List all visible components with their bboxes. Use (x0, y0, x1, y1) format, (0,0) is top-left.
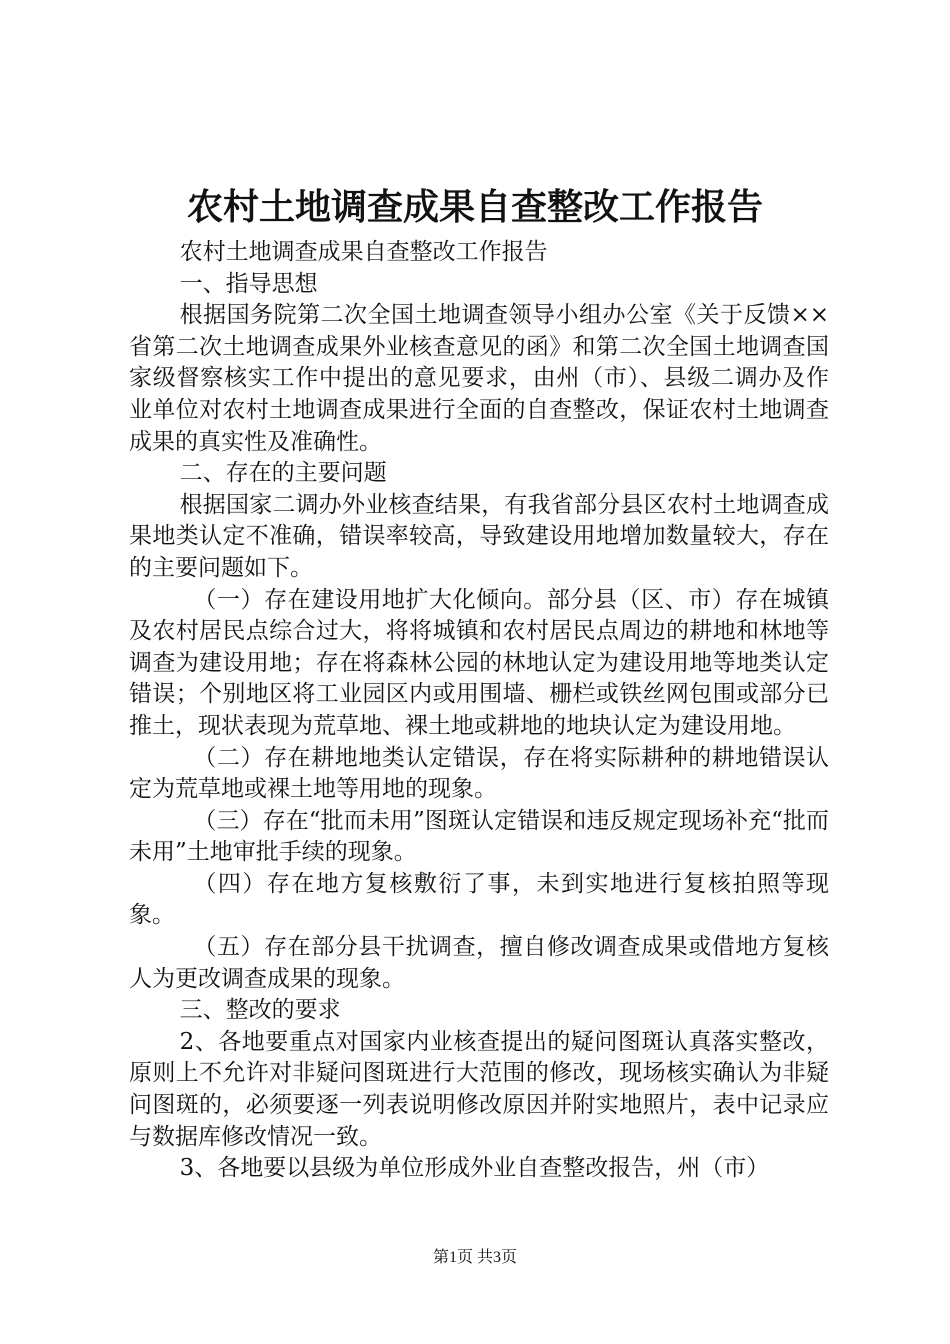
paragraph: （四）存在地方复核敷衍了事，未到实地进行复核拍照等现象。 (129, 870, 829, 929)
paragraph: （五）存在部分县干扰调查，擅自修改调查成果或借地方复核人为更改调查成果的现象。 (129, 934, 829, 992)
paragraph: （二）存在耕地地类认定错误，存在将实际耕种的耕地错误认定为荒草地或裸土地等用地的现象。 (129, 744, 829, 803)
paragraph: （一）存在建设用地扩大化倾向。部分县（区、市）存在城镇及农村居民点综合过大，将将城镇和农村居民点周边的耕地和林地等调查为建设用地；存在将森林公园的林地认定为建设用地等地类认定错误；个别地区将工业园区内或用围墙、栅栏或铁丝网包围或部分已推土，现状表现为荒草地、裸土地或耕地的地块认定为建设用地。 (129, 586, 829, 739)
paragraph: （三）存在“批而未用”图斑认定错误和违反规定现场补充“批而未用”土地审批手续的现象。 (129, 807, 829, 866)
paragraph: 二、存在的主要问题 (179, 460, 387, 487)
paragraph: 三、整改的要求 (179, 997, 341, 1024)
paragraph: 农村土地调查成果自查整改工作报告 (179, 239, 548, 265)
paragraph: 3、各地要以县级为单位形成外业自查整改报告，州（市） (179, 1155, 770, 1182)
document-title: 农村土地调查成果自查整改工作报告 (186, 187, 763, 228)
page-footer: 第1页 共3页 (432, 1249, 517, 1266)
document-body (129, 237, 829, 1185)
paragraph: 根据国务院第二次全国土地调查领导小组办公室《关于反馈××省第二次土地调查成果外业核查意见的函》和第二次全国土地调查国家级督察核实工作中提出的意见要求，由州（市）、县级二调办及作业单位对农村土地调查成果进行全面的自查整改，保证农村土地调查成果的真实性及准确性。 (129, 302, 829, 455)
paragraph: 根据国家二调办外业核查结果，有我省部分县区农村土地调查成果地类认定不准确，错误率较高，导致建设用地增加数量较大，存在的主要问题如下。 (129, 491, 829, 581)
paragraph: 2、各地要重点对国家内业核查提出的疑问图斑认真落实整改，原则上不允许对非疑问图斑进行大范围的修改，现场核实确认为非疑问图斑的，必须要逐一列表说明修改原因并附实地照片，表中记录应与数据库修改情况一致。 (129, 1028, 829, 1150)
paragraph: 一、指导思想 (179, 270, 318, 297)
